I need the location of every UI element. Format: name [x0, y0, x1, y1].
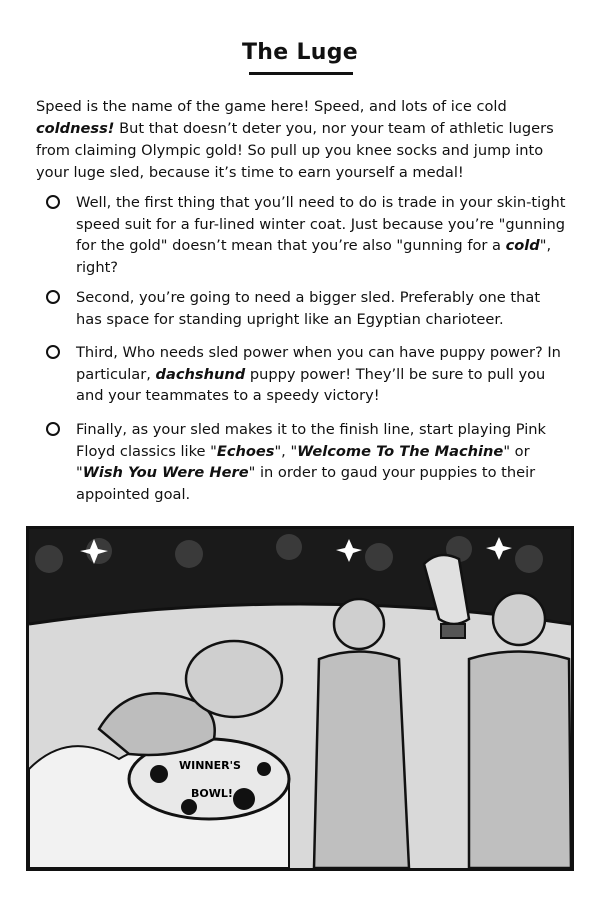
item-4-text-b: ", " [274, 442, 298, 460]
item-4-emphasis-3: Wish You Were Here [82, 464, 249, 481]
item-4-text-c: " or " [76, 442, 530, 481]
item-3-emphasis: dachshund [155, 365, 246, 383]
bowl-label-line1: WINNER'S [179, 759, 241, 772]
item-4-emphasis-2: Welcome To The Machine [297, 442, 504, 460]
item-3-text-b: puppy power! They’ll be sure to pull you and your teammates to a speedy victory! [76, 365, 546, 404]
item-4-emphasis-1: Echoes [216, 442, 275, 460]
intro-emphasis: coldness! [36, 120, 115, 137]
bowl-label-line2: BOWL! [191, 787, 233, 800]
item-1-emphasis: cold [505, 237, 540, 254]
list-item-4 [46, 419, 566, 505]
list-item-3 [46, 342, 566, 407]
intro-text-1: Speed is the name of the game here! Speed, and lots of ice cold [36, 98, 507, 115]
item-4-text-d: " in order to gaud your puppies to their appointed goal. [76, 464, 536, 503]
circle-bullet-icon [46, 345, 60, 359]
illustration-panel [26, 526, 574, 871]
circle-bullet-icon [46, 195, 60, 209]
title-underline [249, 72, 353, 75]
page-title: The Luge [242, 40, 358, 65]
intro-paragraph [36, 96, 568, 184]
man-in-bowl [186, 641, 282, 717]
intro-text-2: But that doesn’t deter you, nor your team of athletic lugers from claiming Olympic gold! So pull up you knee socks and jump into your luge sled, because it’s time to earn yourself a medal! [36, 120, 554, 181]
illustration-scene [29, 529, 571, 868]
circle-bullet-icon [46, 422, 60, 436]
item-1-text-b: ", right? [76, 237, 552, 276]
list-item-1 [46, 192, 566, 278]
item-1-text-a: Well, the first thing that you’ll need to do is trade in your skin-tight speed suit for a fur-lined winter coat. Just because you’re "gunning for the gold" doesn’t mean that you’re also "gunning for a [76, 194, 566, 254]
item-3-text-a: Third, Who needs sled power when you can have puppy power? In particular, [76, 344, 561, 383]
item-4-text-a: Finally, as your sled makes it to the finish line, start playing Pink Floyd classics like " [76, 421, 546, 460]
item-2-text: Second, you’re going to need a bigger sled. Preferably one that has space for standing upright like an Egyptian charioteer. [76, 289, 541, 328]
circle-bullet-icon [46, 290, 60, 304]
list-item-2 [46, 287, 566, 330]
